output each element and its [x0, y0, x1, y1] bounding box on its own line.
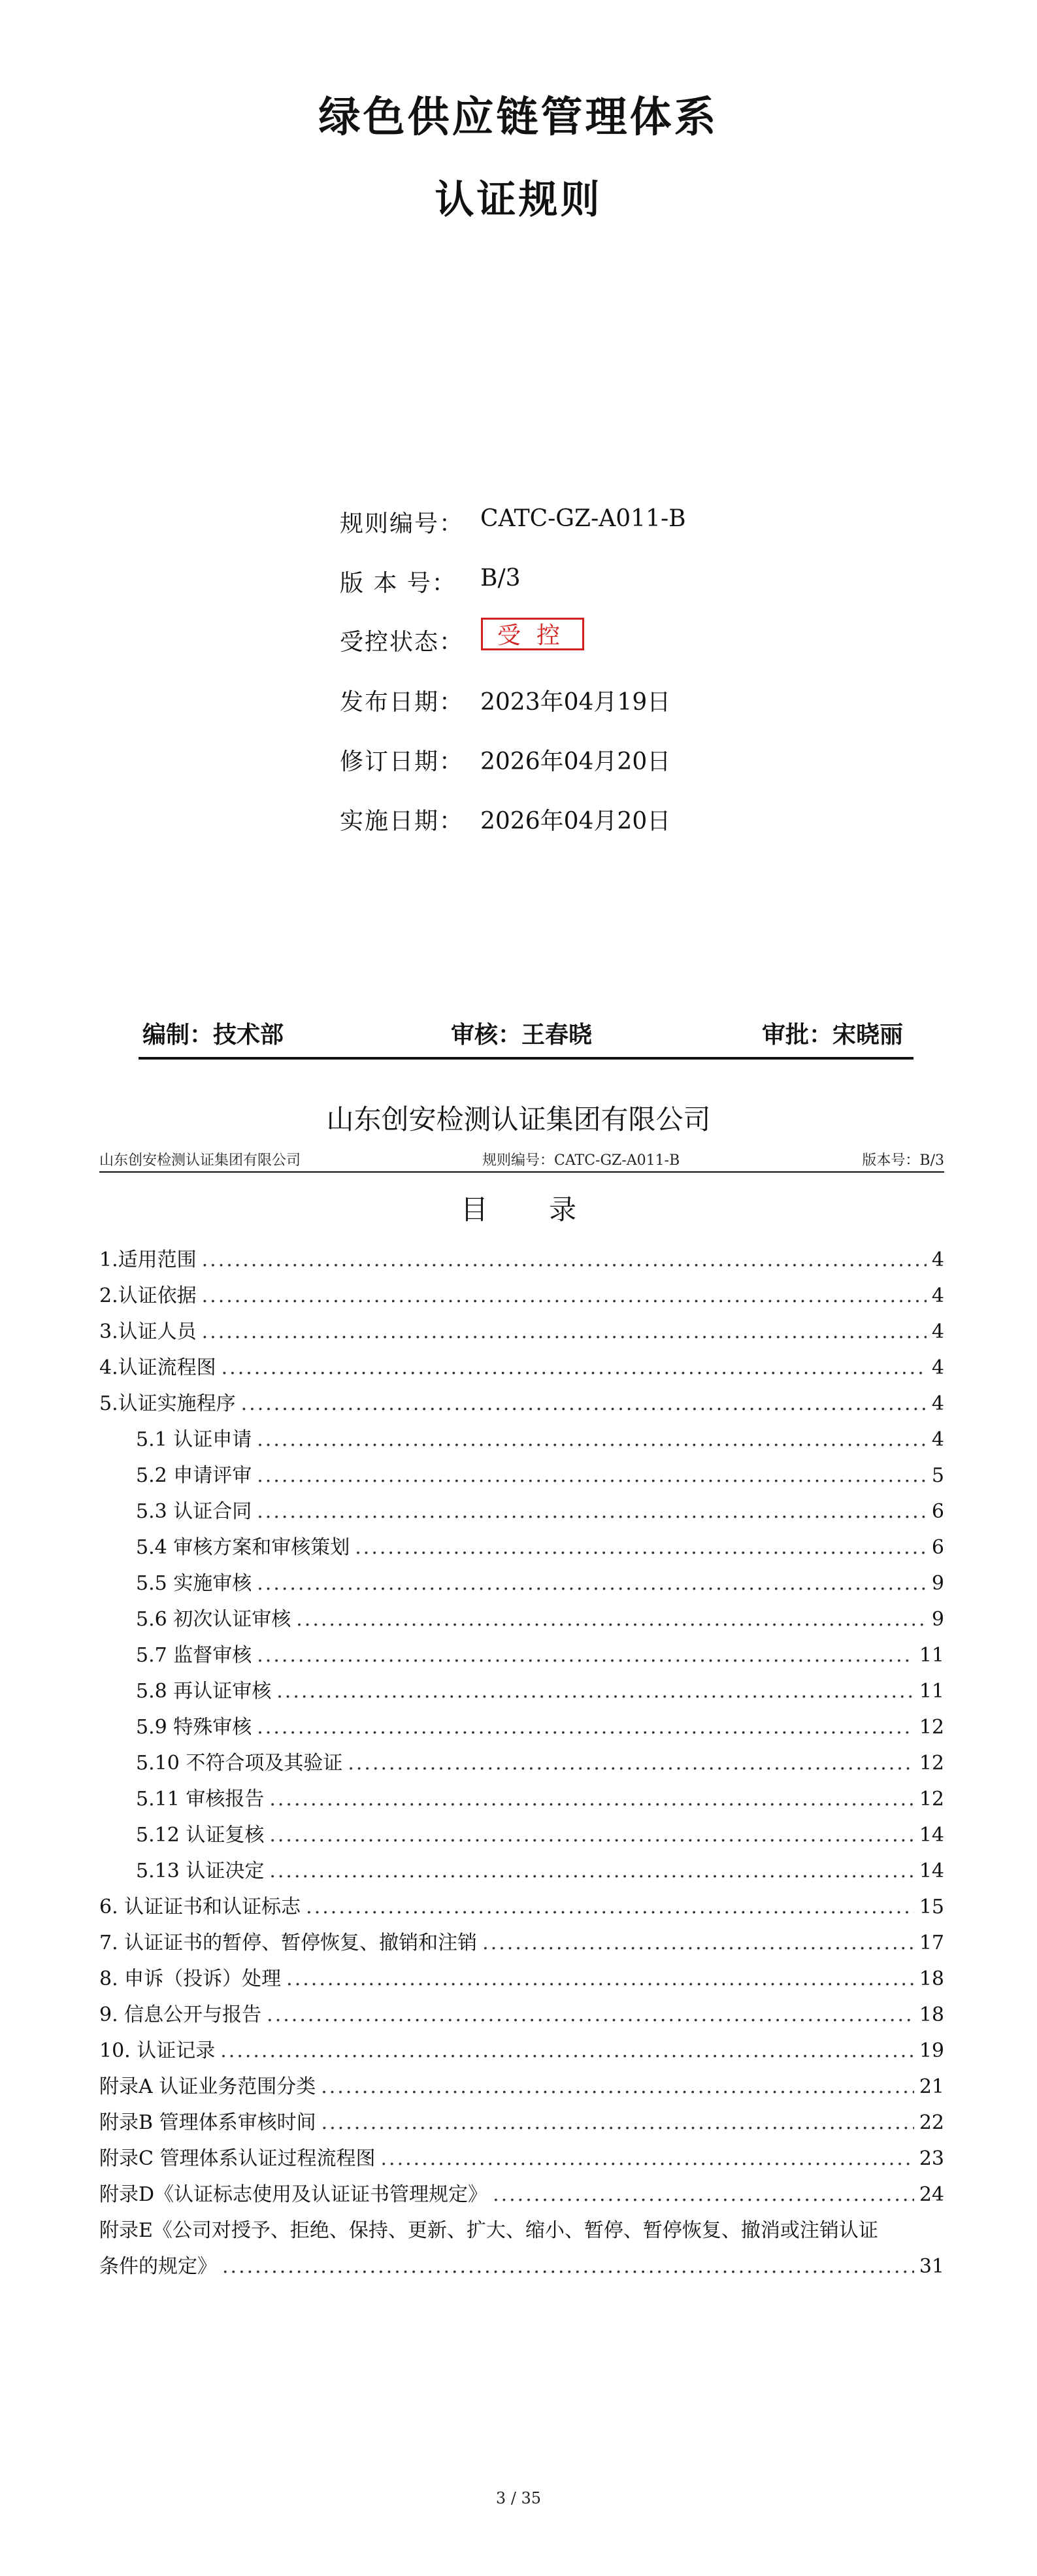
toc-leader: [222, 1356, 927, 1379]
toc-entry-page: 12: [919, 1752, 944, 1775]
toc-leader: [241, 1392, 927, 1415]
toc-entry-title: 5.1 认证申请: [136, 1428, 252, 1451]
issue-date-value: 2023年04月19日: [480, 689, 671, 716]
toc-entry-title: 5.4 审核方案和审核策划: [136, 1536, 350, 1559]
toc-entry-page: 6: [931, 1500, 944, 1523]
issue-date-label: 发布日期：: [340, 689, 465, 716]
document-subtitle: 认证规则: [435, 177, 602, 223]
toc-entry[interactable]: [99, 2106, 944, 2142]
toc-entry-page: 17: [919, 1932, 944, 1954]
toc-leader: [220, 2039, 914, 2062]
document-title: 绿色供应链管理体系: [318, 93, 719, 142]
toc-entry-appendix-e-line1[interactable]: [99, 2214, 944, 2250]
header-company: 山东创安检测认证集团有限公司: [99, 1152, 301, 1169]
toc-entry[interactable]: [99, 1890, 944, 1926]
toc-entry[interactable]: [99, 1459, 944, 1495]
toc-entry-page: 4: [931, 1428, 944, 1451]
toc-leader: [257, 1716, 914, 1739]
effective-date-label: 实施日期：: [340, 808, 465, 835]
table-of-contents: [99, 1243, 944, 2286]
toc-entry[interactable]: [99, 1711, 944, 1747]
toc-entry-title: 8. 申诉（投诉）处理: [99, 1967, 282, 1990]
toc-entry-page: 4: [931, 1356, 944, 1379]
toc-entry[interactable]: [99, 1495, 944, 1531]
toc-entry-title: 5.10 不符合项及其验证: [136, 1752, 343, 1775]
toc-leader: [202, 1320, 927, 1343]
page-indicator: 3 / 35: [495, 2489, 542, 2507]
toc-entry[interactable]: [99, 2142, 944, 2178]
toc-entry-title: 5.2 申请评审: [136, 1464, 252, 1487]
toc-entry[interactable]: [99, 1962, 944, 1998]
toc-entry-page: 21: [919, 2075, 944, 2098]
toc-entry-title: 7. 认证证书的暂停、暂停恢复、撤销和注销: [99, 1932, 478, 1954]
toc-entry-page: 31: [919, 2255, 944, 2278]
controlled-stamp: 受控: [481, 618, 584, 650]
toc-entry-page: 4: [931, 1392, 944, 1415]
toc-entry-title: 附录B 管理体系审核时间: [99, 2111, 316, 2134]
toc-entry-page: 11: [919, 1644, 944, 1667]
toc-entry-page: 23: [919, 2147, 944, 2170]
toc-entry[interactable]: [99, 1279, 944, 1315]
toc-leader: [276, 1680, 914, 1703]
revision-date-label: 修订日期：: [340, 748, 465, 775]
rule-number-label: 规则编号：: [340, 510, 465, 537]
version-value: B/3: [480, 565, 521, 592]
toc-entry[interactable]: [99, 1351, 944, 1387]
toc-entry[interactable]: [99, 1926, 944, 1962]
approved-by: 审批：宋晓丽: [762, 1021, 904, 1048]
control-status-label: 受控状态：: [340, 629, 465, 656]
prepared-by: 编制：技术部: [142, 1021, 284, 1048]
toc-entry-page: 14: [919, 1824, 944, 1847]
toc-entry[interactable]: [99, 2034, 944, 2070]
version-label: 版 本 号：: [340, 570, 457, 597]
toc-leader: [296, 1608, 927, 1631]
toc-entry-title: 9. 信息公开与报告: [99, 2003, 262, 2026]
toc-entry[interactable]: [99, 1531, 944, 1567]
toc-entry-title: 3.认证人员: [99, 1320, 197, 1343]
toc-leader: [286, 1967, 914, 1990]
toc-leader: [267, 2003, 914, 2026]
toc-entry-title: 5.认证实施程序: [99, 1392, 236, 1415]
toc-entry-title: 5.9 特殊审核: [136, 1716, 252, 1739]
toc-entry-title: 5.5 实施审核: [136, 1572, 252, 1595]
toc-entry-title: 6. 认证证书和认证标志: [99, 1896, 301, 1918]
toc-entry-title: 5.11 审核报告: [136, 1788, 265, 1811]
header-divider: [99, 1171, 944, 1173]
effective-date-value: 2026年04月20日: [480, 808, 671, 835]
toc-entry-page: 9: [931, 1608, 944, 1631]
toc-entry-page: 22: [919, 2111, 944, 2134]
toc-entry-appendix-e-line2[interactable]: [99, 2250, 944, 2286]
toc-leader: [348, 1752, 914, 1775]
toc-entry-page: 12: [919, 1788, 944, 1811]
toc-entry-page: 14: [919, 1860, 944, 1882]
toc-entry[interactable]: [99, 1315, 944, 1351]
toc-entry[interactable]: [99, 1423, 944, 1459]
toc-entry[interactable]: [99, 1854, 944, 1890]
toc-entry-page: 24: [919, 2183, 944, 2206]
toc-leader: [257, 1644, 914, 1667]
toc-leader: [202, 1284, 927, 1307]
toc-entry-page: 11: [919, 1680, 944, 1703]
toc-entry-title: 5.8 再认证审核: [136, 1680, 272, 1703]
toc-entry[interactable]: [99, 1818, 944, 1854]
company-name: 山东创安检测认证集团有限公司: [326, 1103, 711, 1135]
revision-date-value: 2026年04月20日: [480, 748, 671, 775]
toc-entry-title: 附录D《认证标志使用及认证证书管理规定》: [99, 2183, 488, 2206]
toc-leader: [257, 1500, 927, 1523]
toc-leader: [257, 1572, 927, 1595]
toc-entry-title: 5.3 认证合同: [136, 1500, 252, 1523]
toc-entry-page: 18: [919, 1967, 944, 1990]
toc-entry-title: 5.13 认证决定: [136, 1860, 265, 1882]
toc-entry-page: 4: [931, 1248, 944, 1271]
toc-entry-title: 5.6 初次认证审核: [136, 1608, 291, 1631]
toc-leader: [222, 2255, 914, 2278]
toc-entry-title: 5.7 监督审核: [136, 1644, 252, 1667]
toc-entry[interactable]: [99, 1603, 944, 1639]
toc-leader: [257, 1428, 927, 1451]
toc-leader: [269, 1788, 914, 1811]
toc-entry[interactable]: [99, 2178, 944, 2214]
toc-entry[interactable]: [99, 1747, 944, 1782]
toc-leader: [269, 1860, 914, 1882]
toc-entry[interactable]: [99, 2070, 944, 2106]
toc-leader: [202, 1248, 927, 1271]
toc-leader: [482, 1932, 914, 1954]
toc-entry[interactable]: [99, 1567, 944, 1603]
toc-entry-page: 4: [931, 1284, 944, 1307]
toc-entry-page: 19: [919, 2039, 944, 2062]
toc-entry[interactable]: [99, 1639, 944, 1675]
toc-entry-title: 附录A 认证业务范围分类: [99, 2075, 316, 2098]
toc-leader: [257, 1464, 927, 1487]
toc-entry-page: 15: [919, 1896, 944, 1918]
toc-leader: [355, 1536, 927, 1559]
header-version: 版本号：B/3: [862, 1152, 944, 1169]
toc-entry[interactable]: [99, 1782, 944, 1818]
toc-entry-title: 5.12 认证复核: [136, 1824, 265, 1847]
toc-entry-title: 2.认证依据: [99, 1284, 197, 1307]
toc-entry-title: 附录C 管理体系认证过程流程图: [99, 2147, 376, 2170]
signature-divider: [139, 1057, 914, 1060]
toc-entry-title: 10. 认证记录: [99, 2039, 216, 2062]
toc-leader: [269, 1824, 914, 1847]
toc-entry-title: 条件的规定》: [99, 2255, 217, 2278]
toc-entry[interactable]: [99, 1243, 944, 1279]
toc-leader: [381, 2147, 914, 2170]
toc-entry-page: 5: [931, 1464, 944, 1487]
toc-title: 目 录: [460, 1194, 603, 1226]
signature-row: [139, 1016, 914, 1053]
toc-entry-page: 9: [931, 1572, 944, 1595]
toc-entry-title: 附录E《公司对授予、拒绝、保持、更新、扩大、缩小、暂停、暂停恢复、撤消或注销认证: [99, 2219, 878, 2242]
toc-entry-page: 6: [931, 1536, 944, 1559]
toc-leader: [321, 2075, 914, 2098]
toc-entry[interactable]: [99, 1387, 944, 1423]
toc-leader: [321, 2111, 914, 2134]
toc-entry[interactable]: [99, 1675, 944, 1711]
toc-leader: [306, 1896, 914, 1918]
toc-entry-page: 18: [919, 2003, 944, 2026]
header-rule-number: 规则编号：CATC-GZ-A011-B: [482, 1152, 680, 1169]
rule-number-value: CATC-GZ-A011-B: [480, 505, 686, 532]
toc-entry-page: 4: [931, 1320, 944, 1343]
toc-entry-page: 12: [919, 1716, 944, 1739]
toc-entry-title: 4.认证流程图: [99, 1356, 216, 1379]
toc-entry[interactable]: [99, 1998, 944, 2034]
toc-leader: [493, 2183, 914, 2206]
reviewed-by: 审核：王春晓: [451, 1021, 593, 1048]
toc-entry-title: 1.适用范围: [99, 1248, 197, 1271]
